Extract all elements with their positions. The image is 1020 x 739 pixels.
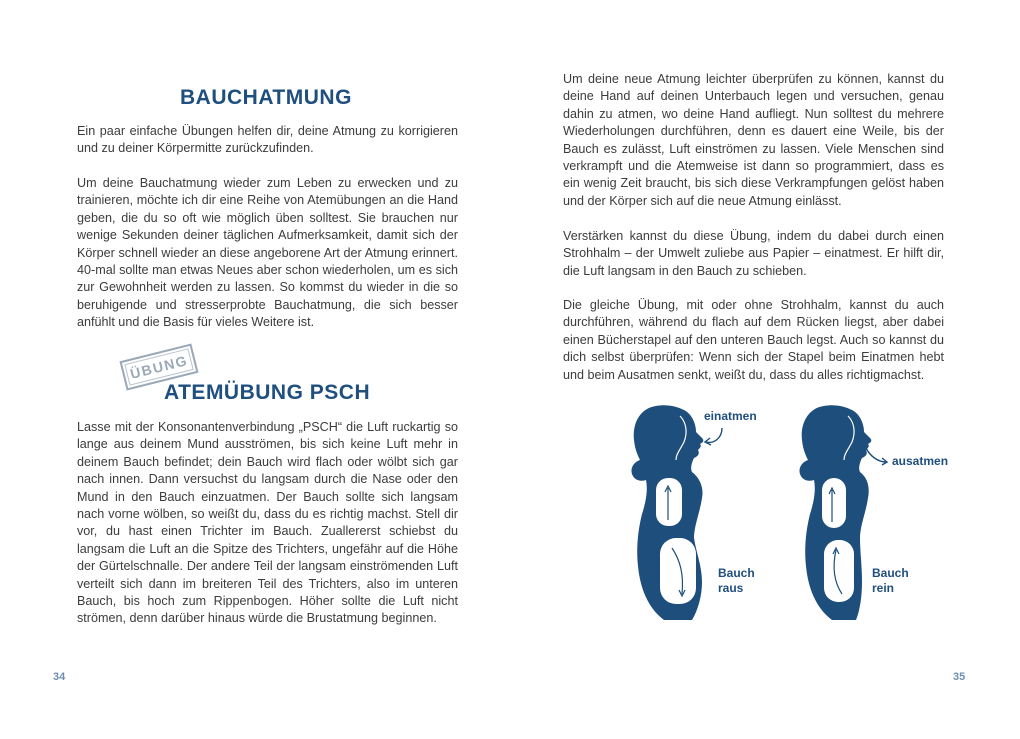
uebung-stamp: ÜBUNG (119, 343, 198, 390)
psch-paragraph: Lasse mit der Konsonantenverbindung „PSCH“ die Luft ruckartig so lange aus deinem Mund ausströmen, bis sich keine Luft mehr in deinem Bauch befindet; dein Bauch wird flach oder wölbt sich gar nach innen. Dann versuchst du langsam durch die Nase oder den Mund in den Bauch einzuatmen. Der Bauch sollte sich langsam nach vorne wölben, so weißt du, dass du es richtig machst. Stell dir vor, du hast einen Trichter im Bauch. Zuallererst schiebst du langsam die Luft an die Spitze des Trichters, ungefähr auf die Höhe der Gürtelschnalle. Der andere Teil der langsam einströmenden Luft verteilt sich dann im breiteren Teil des Trichters, also im unteren Bauch, bis hoch zum Rippenbogen. Höher sollte die Luft nicht strömen, denn darüber hinaus würde die Brustatmung beginnen. (77, 420, 458, 626)
label-belly-out-line1: Bauch (718, 566, 755, 580)
label-exhale: ausatmen (892, 454, 949, 468)
right-page (510, 0, 1020, 739)
page-number-left: 34 (53, 671, 66, 683)
label-belly-out-line2: raus (718, 581, 744, 595)
figure-inhale (631, 405, 722, 620)
label-belly-in (872, 566, 909, 596)
label-belly-out (718, 566, 755, 596)
label-inhale: einatmen (704, 409, 757, 423)
label-belly-in-line2: rein (872, 581, 895, 595)
check-breathing-paragraph: Um deine neue Atmung leichter überprüfen zu können, kannst du deine Hand auf deinen Unterbauch legen und versuchen, genau dahin zu atmen, wo deine Hand aufliegt. Nun solltest du mehrere Wiederholungen durchführen, denn es dauert eine Weile, bis der Bauch es zulässt, Luft einströmen zu lassen. Viele Menschen sind verkrampft und die Atemweise ist dann so programmiert, dass es ein wenig Zeit braucht, bis sich diese Verkrampfungen gelöst haben und der Körper sich auf die neue Atmung einlässt. (563, 72, 944, 208)
page-number-right: 35 (953, 671, 966, 683)
straw-paragraph: Verstärken kannst du diese Übung, indem du dabei durch einen Strohhalm – der Umwelt zuliebe aus Papier – einatmest. Er hilft dir, die Luft langsam in den Bauch zu schieben. (563, 229, 944, 278)
breathing-illustration (610, 398, 970, 628)
lying-paragraph: Die gleiche Übung, mit oder ohne Strohhalm, kannst du auch durchführen, während du flach auf dem Rücken liegst, aber dabei einen Bücherstapel auf den unteren Bauch legst. Auch so kannst du dich selbst überprüfen: Wenn sich der Stapel beim Einatmen hebt und beim Ausatmen senkt, weißt du, dass du alles richtigmachst. (563, 298, 944, 382)
intro-paragraph: Ein paar einfache Übungen helfen dir, deine Atmung zu korrigieren und zu deiner Körpermitte zurückzufinden. (77, 124, 458, 156)
label-belly-in-line1: Bauch (872, 566, 909, 580)
bauchatmung-paragraph: Um deine Bauchatmung wieder zum Leben zu erwecken und zu trainieren, möchte ich dir eine Reihe von Atemübungen an die Hand geben, die du so oft wie möglich üben solltest. Sie brauchen nur wenige Sekunden deiner täglichen Aufmerksamkeit, damit sich der Körper schnell wieder an diese angeborene Art der Atmung erinnert. 40-mal sollte man etwas Neues aber schon wiederholen, um es sich zur Gewohnheit werden zu lassen. So kommst du wieder in die so beruhigende und stresserprobte Bauchatmung, die sich besser anfühlt und die Basis für vieles Weitere ist. (77, 176, 458, 330)
heading-atemuebung-psch: ATEMÜBUNG PSCH (164, 381, 371, 404)
heading-bauchatmung: BAUCHATMUNG (180, 86, 352, 109)
breathing-figures-svg (610, 398, 970, 628)
